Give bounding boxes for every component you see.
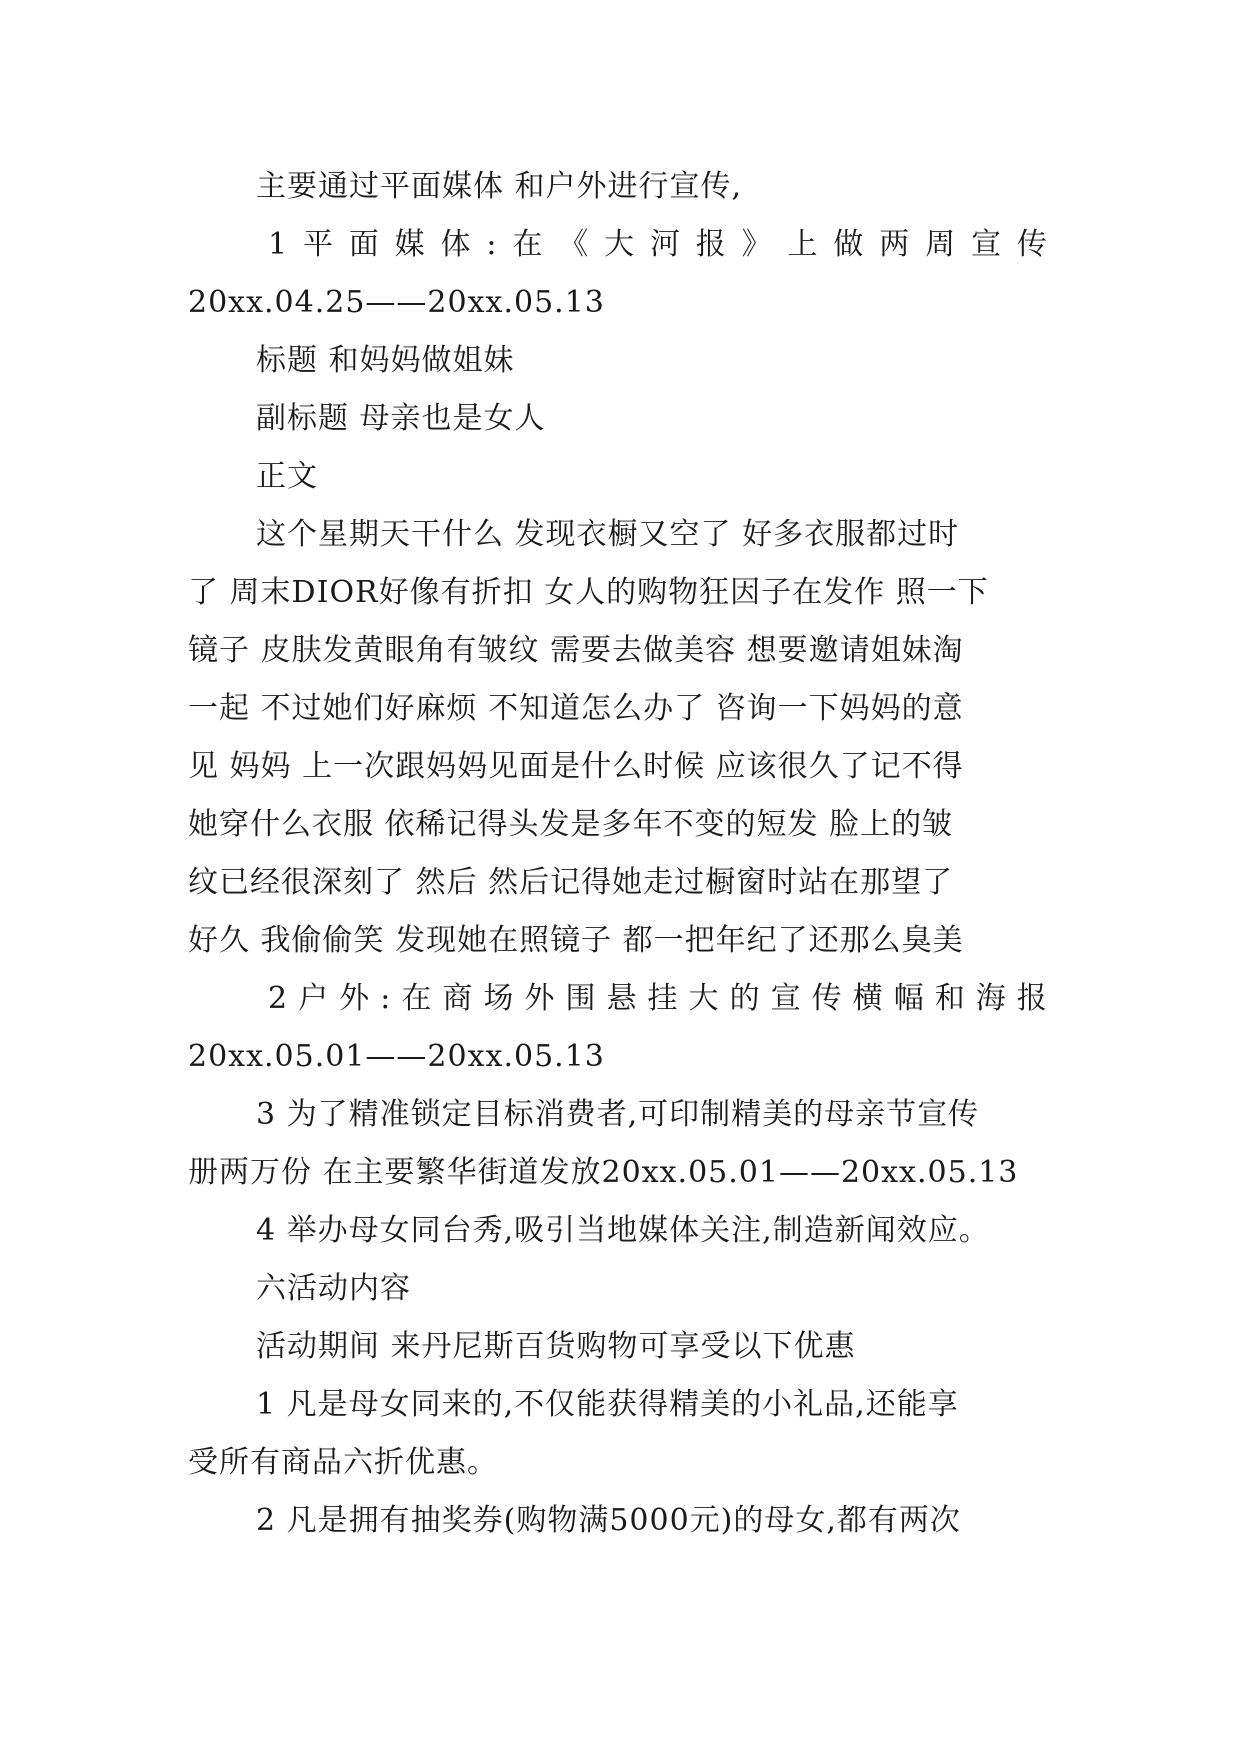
body-text-line: 她穿什么衣服 依稀记得头发是多年不变的短发 脸上的皱 — [188, 807, 954, 842]
spaced-char: 大 — [604, 227, 636, 262]
spaced-char: 商 — [442, 981, 474, 1016]
date-range-line: 20xx.04.25——20xx.05.13 — [188, 285, 605, 320]
spaced-char: 在 — [401, 981, 433, 1016]
spaced-char: 户 — [298, 981, 330, 1016]
spaced-char: 1 — [268, 227, 289, 262]
spaced-char: 报 — [695, 227, 727, 262]
spaced-char: : — [380, 981, 392, 1016]
spaced-char: 《 — [558, 227, 590, 262]
spaced-char: 大 — [688, 981, 720, 1016]
spaced-line-print-media — [188, 216, 1048, 274]
spaced-line-outdoor — [188, 970, 1048, 1028]
paragraph-promo-2: 2 凡是拥有抽奖券(购物满5000元)的母女,都有两次 — [256, 1503, 961, 1538]
spaced-char: 幅 — [893, 981, 925, 1016]
spaced-char: 围 — [565, 981, 597, 1016]
spaced-char: 2 — [268, 981, 289, 1016]
spaced-char: 两 — [879, 227, 911, 262]
subtitle-line: 副标题 母亲也是女人 — [256, 401, 546, 436]
body-text-line: 纹已经很深刻了 然后 然后记得她走过橱窗时站在那望了 — [188, 865, 954, 900]
spaced-char: 传 — [1016, 227, 1048, 262]
body-text-line: 一起 不过她们好麻烦 不知道怎么办了 咨询一下妈妈的意 — [188, 691, 964, 726]
body-text-line: 镜子 皮肤发黄眼角有皱纹 需要去做美容 想要邀请姐妹淘 — [188, 633, 964, 668]
spaced-char: 的 — [729, 981, 761, 1016]
paragraph-item-4: 4 举办母女同台秀,吸引当地媒体关注,制造新闻效应。 — [256, 1213, 990, 1248]
spaced-char: 外 — [524, 981, 556, 1016]
paragraph-promo-intro: 活动期间 来丹尼斯百货购物可享受以下优惠 — [256, 1329, 856, 1364]
body-heading: 正文 — [256, 459, 318, 494]
spaced-char: 传 — [811, 981, 843, 1016]
spaced-char: 宣 — [970, 227, 1002, 262]
spaced-char: 外 — [339, 981, 371, 1016]
spaced-char: 》 — [741, 227, 773, 262]
body-text-line: 好久 我偷偷笑 发现她在照镜子 都一把年纪了还那么臭美 — [188, 923, 964, 958]
spaced-char: : — [486, 227, 498, 262]
document-body — [188, 158, 1048, 1550]
paragraph-promo-1-cont: 受所有商品六折优惠。 — [188, 1445, 498, 1480]
spaced-char: 媒 — [394, 227, 426, 262]
paragraph-promo-1: 1 凡是母女同来的,不仅能获得精美的小礼品,还能享 — [256, 1387, 959, 1422]
spaced-char: 挂 — [647, 981, 679, 1016]
spaced-char: 平 — [302, 227, 334, 262]
spaced-char: 体 — [440, 227, 472, 262]
body-text-line: 了 周末DIOR好像有折扣 女人的购物狂因子在发作 照一下 — [188, 575, 989, 610]
body-text-line: 见 妈妈 上一次跟妈妈见面是什么时候 应该很久了记不得 — [188, 749, 964, 784]
spaced-char: 悬 — [606, 981, 638, 1016]
spaced-char: 河 — [649, 227, 681, 262]
paragraph-intro: 主要通过平面媒体 和户外进行宣传, — [256, 169, 743, 204]
title-line: 标题 和妈妈做姐妹 — [256, 343, 515, 378]
body-text-line: 这个星期天干什么 发现衣橱又空了 好多衣服都过时 — [256, 517, 960, 552]
date-range-line: 20xx.05.01——20xx.05.13 — [188, 1039, 605, 1074]
spaced-char: 宣 — [770, 981, 802, 1016]
spaced-char: 海 — [975, 981, 1007, 1016]
spaced-char: 横 — [852, 981, 884, 1016]
spaced-char: 做 — [833, 227, 865, 262]
spaced-char: 场 — [483, 981, 515, 1016]
spaced-char: 在 — [512, 227, 544, 262]
section-heading: 六活动内容 — [256, 1271, 411, 1306]
spaced-char: 报 — [1016, 981, 1048, 1016]
paragraph-item-3: 3 为了精准锁定目标消费者,可印制精美的母亲节宣传 — [256, 1097, 980, 1132]
spaced-char: 和 — [934, 981, 966, 1016]
paragraph-item-3-cont: 册两万份 在主要繁华街道发放20xx.05.01——20xx.05.13 — [188, 1155, 1019, 1190]
spaced-char: 周 — [925, 227, 957, 262]
spaced-char: 上 — [787, 227, 819, 262]
spaced-char: 面 — [348, 227, 380, 262]
